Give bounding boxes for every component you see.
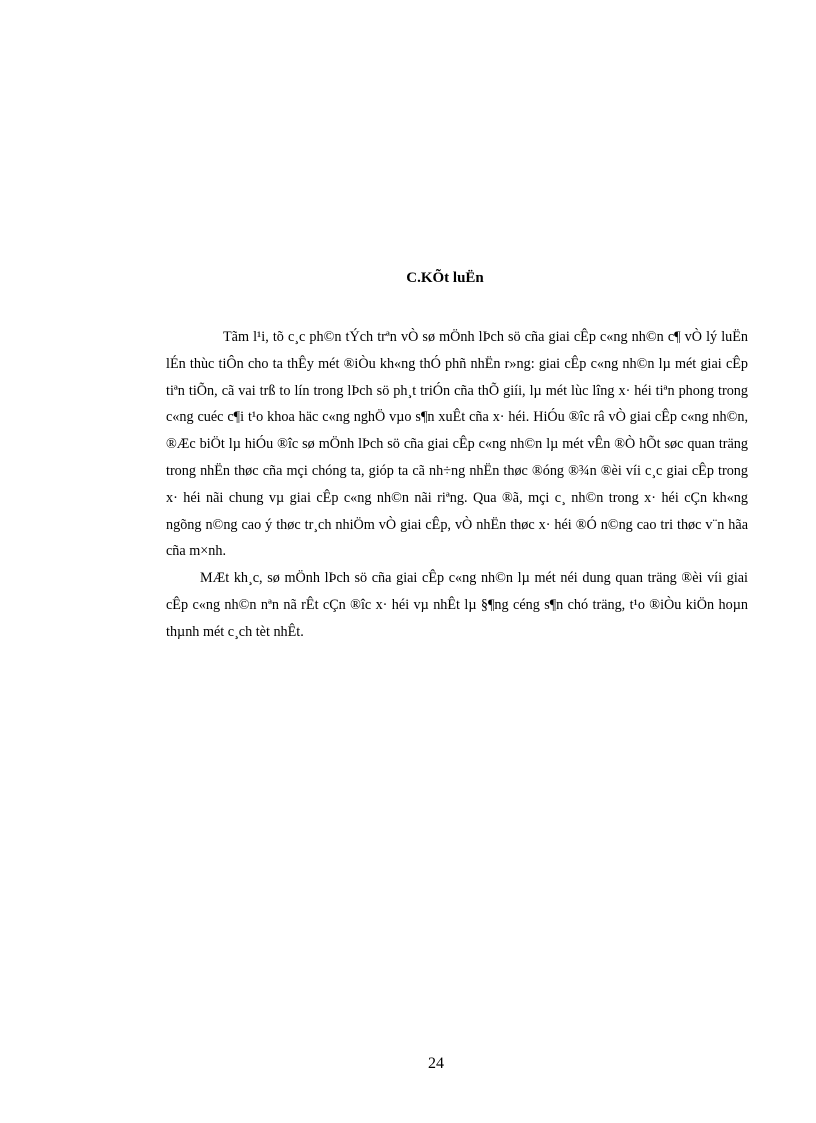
paragraph-additional: MÆt kh¸c, sø mÖnh lÞch sö cña giai cÊp c«ng nh©n lµ mét néi dung quan träng ®èi víi giai cÊp c«ng nh©n nªn nã rÊt cÇn ®îc x· héi vµ nhÊt lµ §¶ng céng s¶n chó träng, t¹o ®iÒu kiÖn hoµn thµnh mét c¸ch tèt nhÊt. [166,570,748,640]
body-text [166,324,748,646]
page-number: 24 [428,1055,444,1072]
paragraph-conclusion: Tãm l¹i, tõ c¸c ph©n tÝch trªn vÒ sø mÖnh lÞch sö cña giai cÊp c«ng nh©n c¶ vÒ lý luËn lÉn thùc tiÔn cho ta thÊy mét ®iÒu kh«ng thÓ phñ nhËn r»ng: giai cÊp c«ng nh©n lµ mét giai cÊp tiªn tiÕn, cã vai trß to lín trong lÞch sö ph¸t triÓn cña thÕ giíi, lµ mét lùc lîng x· héi tiªn phong trong c«ng cuéc c¶i t¹o khoa häc c«ng nghÖ vµo s¶n xuÊt cña x· héi. HiÓu ®îc râ vÒ giai cÊp c«ng nh©n, ®Æc biÖt lµ hiÓu ®îc sø mÖnh lÞch sö cña giai cÊp c«ng nh©n lµ mét vÊn ®Ò hÕt søc quan träng trong nhËn thøc cña mçi chóng ta, gióp ta cã nh÷ng nhËn thøc ®óng ®¾n ®èi víi c¸c giai cÊp trong x· héi nãi chung vµ giai cÊp c«ng nh©n nãi riªng. Qua ®ã, mçi c¸ nh©n trong x· héi cÇn kh«ng ngõng n©ng cao ý thøc tr¸ch nhiÖm vÒ giai cÊp, vÒ nhËn thøc x· héi ®Ó n©ng cao tri thøc v¨n hãa cña m×nh. [166,329,748,560]
section-title: C.KÕt luËn [406,270,484,286]
